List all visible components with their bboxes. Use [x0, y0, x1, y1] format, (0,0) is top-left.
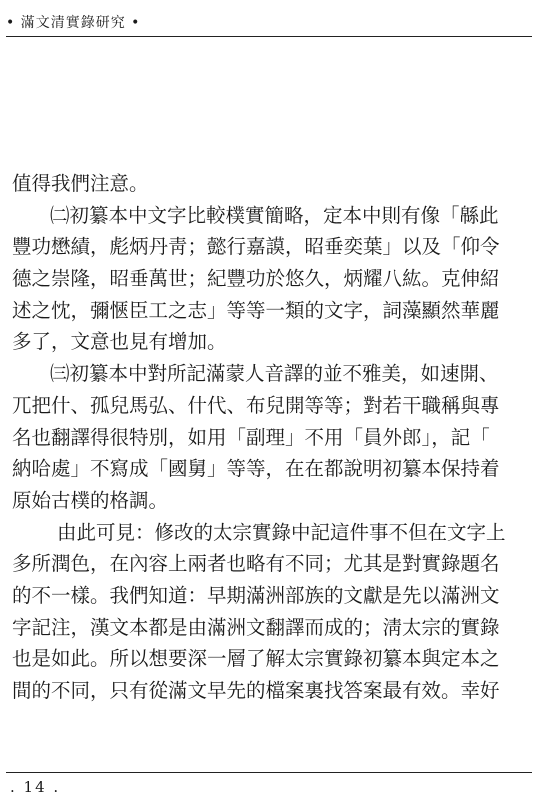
text-line-3: 豐功懋績，彪炳丹靑；懿行嘉謨，昭垂奕葉」以及「仰令	[12, 235, 500, 259]
text-line-10: 納哈處」不寫成「國舅」等等，在在都說明初纂本保持着	[12, 457, 500, 481]
text-line-4: 德之崇隆，昭垂萬世；紀豐功於悠久，炳耀八紘。克伸紹	[12, 267, 500, 291]
text-line-13: 多所潤色，在內容上兩者也略有不同；尤其是對實錄題名	[12, 552, 500, 576]
running-header: • 滿文清實錄研究 •	[6, 15, 141, 31]
text-line-6: 多了，文意也見有增加。	[12, 330, 227, 354]
page-number: . 14 .	[10, 778, 61, 796]
header-divider	[6, 36, 532, 37]
text-line-17: 間的不同，只有從滿文早先的檔案裏找答案最有效。幸好	[12, 679, 500, 702]
footer-divider	[6, 772, 532, 773]
text-line-2: ㈡初纂本中文字比較樸實簡略，定本中則有像「緜此	[50, 203, 499, 227]
text-line-7: ㈢初纂本中對所記滿蒙人音譯的並不雅美，如速開、	[50, 362, 499, 386]
text-line-5: 述之忱，彌愜臣工之志」等等一類的文字，詞藻顯然華麗	[12, 298, 500, 322]
text-line-8: 兀把什、孤兒馬弘、什代、布兒開等等；對若干職稱與專	[12, 393, 500, 417]
text-line-11: 原始古樸的格調。	[12, 488, 169, 512]
text-line-12: 由此可見：修改的太宗實錄中記這件事不但在文字上	[57, 520, 506, 544]
text-line-14: 的不一樣。我們知道：早期滿洲部族的文獻是先以滿洲文	[12, 583, 500, 607]
text-line-15: 字記注，漢文本都是由滿洲文翻譯而成的；淸太宗的實錄	[12, 615, 500, 639]
text-line-9: 名也翻譯得很特別，如用「副理」不用「員外郎」，記「	[12, 425, 490, 449]
text-line-1: 值得我們注意。	[12, 172, 149, 195]
text-line-16: 也是如此。所以想要深一層了解太宗實錄初纂本與定本之	[12, 647, 500, 671]
body-text	[12, 168, 532, 707]
